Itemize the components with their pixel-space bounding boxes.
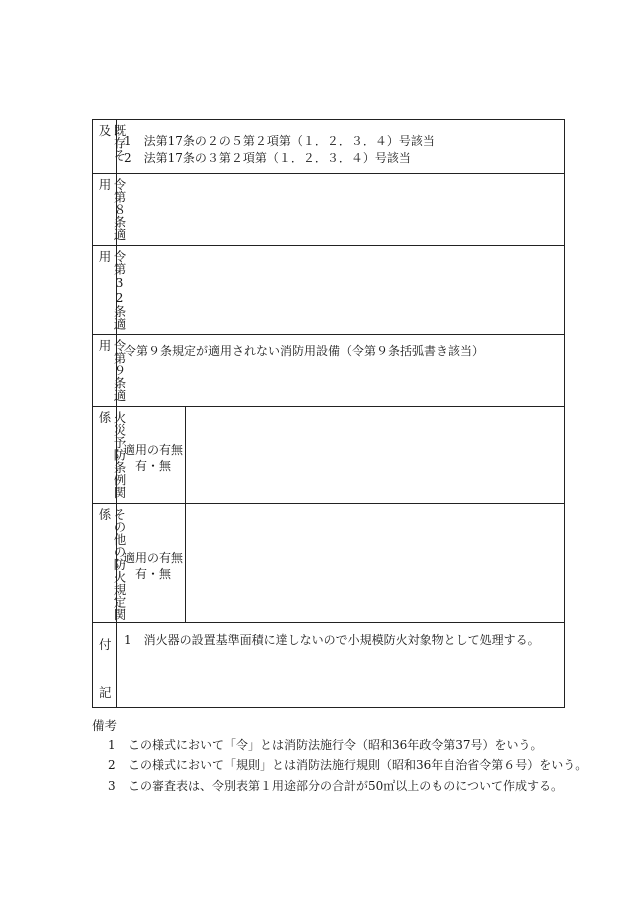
row-header-kasai: 火災予防条例関係 xyxy=(97,411,127,499)
row-sonota xyxy=(93,504,564,623)
row-header-fuki-top: 付 xyxy=(99,637,112,652)
applicability-cell xyxy=(117,504,186,622)
kizon-line-2: 2 法第17条の３第２項第（１．２．３．４）号該当 xyxy=(124,151,411,165)
remark-item xyxy=(108,777,563,794)
row-content-cell xyxy=(117,246,564,334)
review-table xyxy=(92,119,565,708)
row-header-fuki-bottom: 記 xyxy=(99,685,112,700)
applicability-label: 適用の有無 xyxy=(123,443,184,457)
row-header-rei8: 令第８条適用 xyxy=(97,178,127,241)
row-kasai-yobo xyxy=(93,407,564,504)
row-kizon-soyo xyxy=(93,120,564,174)
rei9-text: 令第９条規定が適用されない消防用設備（令第９条括弧書き該当） xyxy=(124,344,485,358)
fuki-text: 1 消火器の設置基準面積に達しないので小規模防火対象物として処理する。 xyxy=(124,633,540,647)
row-content-cell xyxy=(117,623,564,707)
applicability-value: 有・無 xyxy=(135,459,172,473)
row-header-rei9: 令第９条適用 xyxy=(97,339,127,402)
remark-item xyxy=(108,756,587,773)
applicability-value: 有・無 xyxy=(135,567,172,581)
row-rei32 xyxy=(93,246,564,335)
row-content-cell xyxy=(117,335,564,406)
row-header-cell xyxy=(93,407,127,503)
row-header-kizon: 既存そ及 xyxy=(97,124,127,162)
remark-text: この様式において「令」とは消防法施行令（昭和36年政令第37号）をいう。 xyxy=(128,738,543,752)
remark-text: この審査表は、令別表第１用途部分の合計が50㎡以上のものについて作成する。 xyxy=(128,779,564,793)
row-header-cell xyxy=(93,335,127,406)
remark-number: 1 xyxy=(108,738,116,752)
remark-number: 2 xyxy=(108,758,116,772)
row-header-cell xyxy=(93,246,127,334)
row-fuki xyxy=(93,623,564,707)
row-content-cell xyxy=(117,120,564,173)
row-content-cell xyxy=(117,174,564,245)
row-header-cell xyxy=(93,120,127,173)
row-header-rei32: 令第32条適用 xyxy=(97,250,127,330)
row-rei9 xyxy=(93,335,564,407)
remarks-title: 備考 xyxy=(92,718,118,733)
kizon-line-1: 1 法第17条の２の５第２項第（１．２．３．４）号該当 xyxy=(124,134,435,148)
row-header-cell xyxy=(93,623,117,707)
row-header-cell xyxy=(93,174,127,245)
row-header-sonota: その他の防火規定関係 xyxy=(97,508,127,621)
applicability-cell xyxy=(117,407,186,503)
remark-item xyxy=(108,736,543,753)
remark-text: この様式において「規則」とは消防法施行規則（昭和36年自治省令第６号）をいう。 xyxy=(128,758,588,772)
remark-number: 3 xyxy=(108,779,116,793)
row-header-cell xyxy=(93,504,127,622)
row-content-cell xyxy=(117,504,564,622)
row-content-cell xyxy=(117,407,564,503)
applicability-label: 適用の有無 xyxy=(123,551,184,565)
row-rei8 xyxy=(93,174,564,246)
